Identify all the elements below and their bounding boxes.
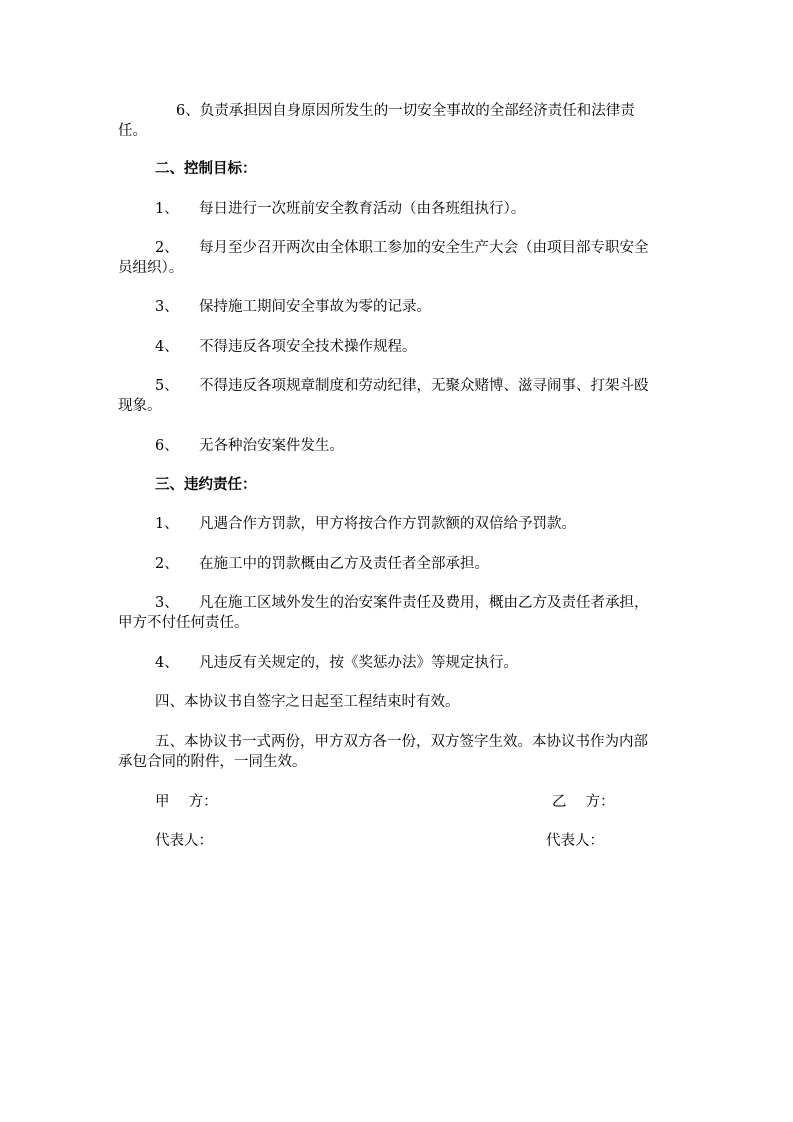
item-number: 5、 — [155, 378, 179, 394]
party-b-label: 乙 方： — [552, 794, 615, 810]
list-item — [155, 653, 518, 673]
item-number: 1、 — [155, 516, 179, 532]
list-item — [155, 297, 431, 317]
item-text: 凡遇合作方罚款，甲方将按合作方罚款额的双倍给予罚款。 — [199, 516, 576, 532]
item-text-continued: 现象。 — [118, 398, 162, 414]
item-number: 3、 — [155, 299, 179, 315]
list-item — [155, 199, 525, 219]
item-number: 2、 — [155, 240, 179, 256]
item-number: 6、 — [155, 438, 179, 454]
representative-b-label: 代表人： — [546, 833, 604, 849]
list-item — [155, 514, 576, 534]
section2-heading: 二、控制目标： — [155, 160, 257, 177]
item-text-continued: 员组织）。 — [118, 260, 184, 276]
list-item — [155, 337, 417, 357]
item-number: 4、 — [155, 339, 179, 355]
item-number: 3、 — [155, 595, 179, 611]
representative-a-label: 代表人： — [155, 833, 213, 849]
list-item — [155, 436, 344, 456]
item-text: 每日进行一次班前安全教育活动（由各班组执行）。 — [199, 201, 526, 217]
item-text: 在施工中的罚款概由乙方及责任者全部承担。 — [199, 556, 489, 572]
paragraph-6-line1: 6、负责承担因自身原因所发生的一切安全事故的全部经济责任和法律责 — [176, 103, 635, 119]
item-text: 无各种治安案件发生。 — [199, 438, 344, 454]
item-text: 每月至少召开两次由全体职工参加的安全生产大会（由项目部专职安全 — [199, 240, 649, 256]
list-item — [155, 376, 649, 396]
party-a-label: 甲 方： — [155, 794, 218, 810]
item-text: 保持施工期间安全事故为零的记录。 — [199, 299, 431, 315]
section4-text: 四、本协议书自签字之日起至工程结束时有效。 — [155, 694, 460, 710]
item-number: 4、 — [155, 655, 179, 671]
list-item — [155, 238, 649, 258]
section5-line1: 五、本协议书一式两份，甲方双方各一份，双方签字生效。本协议书作为内部 — [155, 734, 648, 750]
item-text-continued: 甲方不付任何责任。 — [118, 615, 249, 631]
section3-heading: 三、违约责任： — [155, 476, 257, 493]
item-text: 不得违反各项规章制度和劳动纪律，无聚众赌博、滋寻闹事、打架斗殴 — [199, 378, 649, 394]
list-item — [155, 554, 489, 574]
paragraph-6-line2: 任。 — [118, 123, 147, 139]
item-text: 不得违反各项安全技术操作规程。 — [199, 339, 417, 355]
section5-line2: 承包合同的附件，一同生效。 — [118, 754, 307, 770]
list-item — [155, 593, 649, 613]
item-number: 2、 — [155, 556, 179, 572]
item-text: 凡违反有关规定的，按《奖惩办法》等规定执行。 — [199, 655, 518, 671]
item-text: 凡在施工区域外发生的治安案件责任及费用，概由乙方及责任者承担， — [199, 595, 649, 611]
item-number: 1、 — [155, 201, 179, 217]
